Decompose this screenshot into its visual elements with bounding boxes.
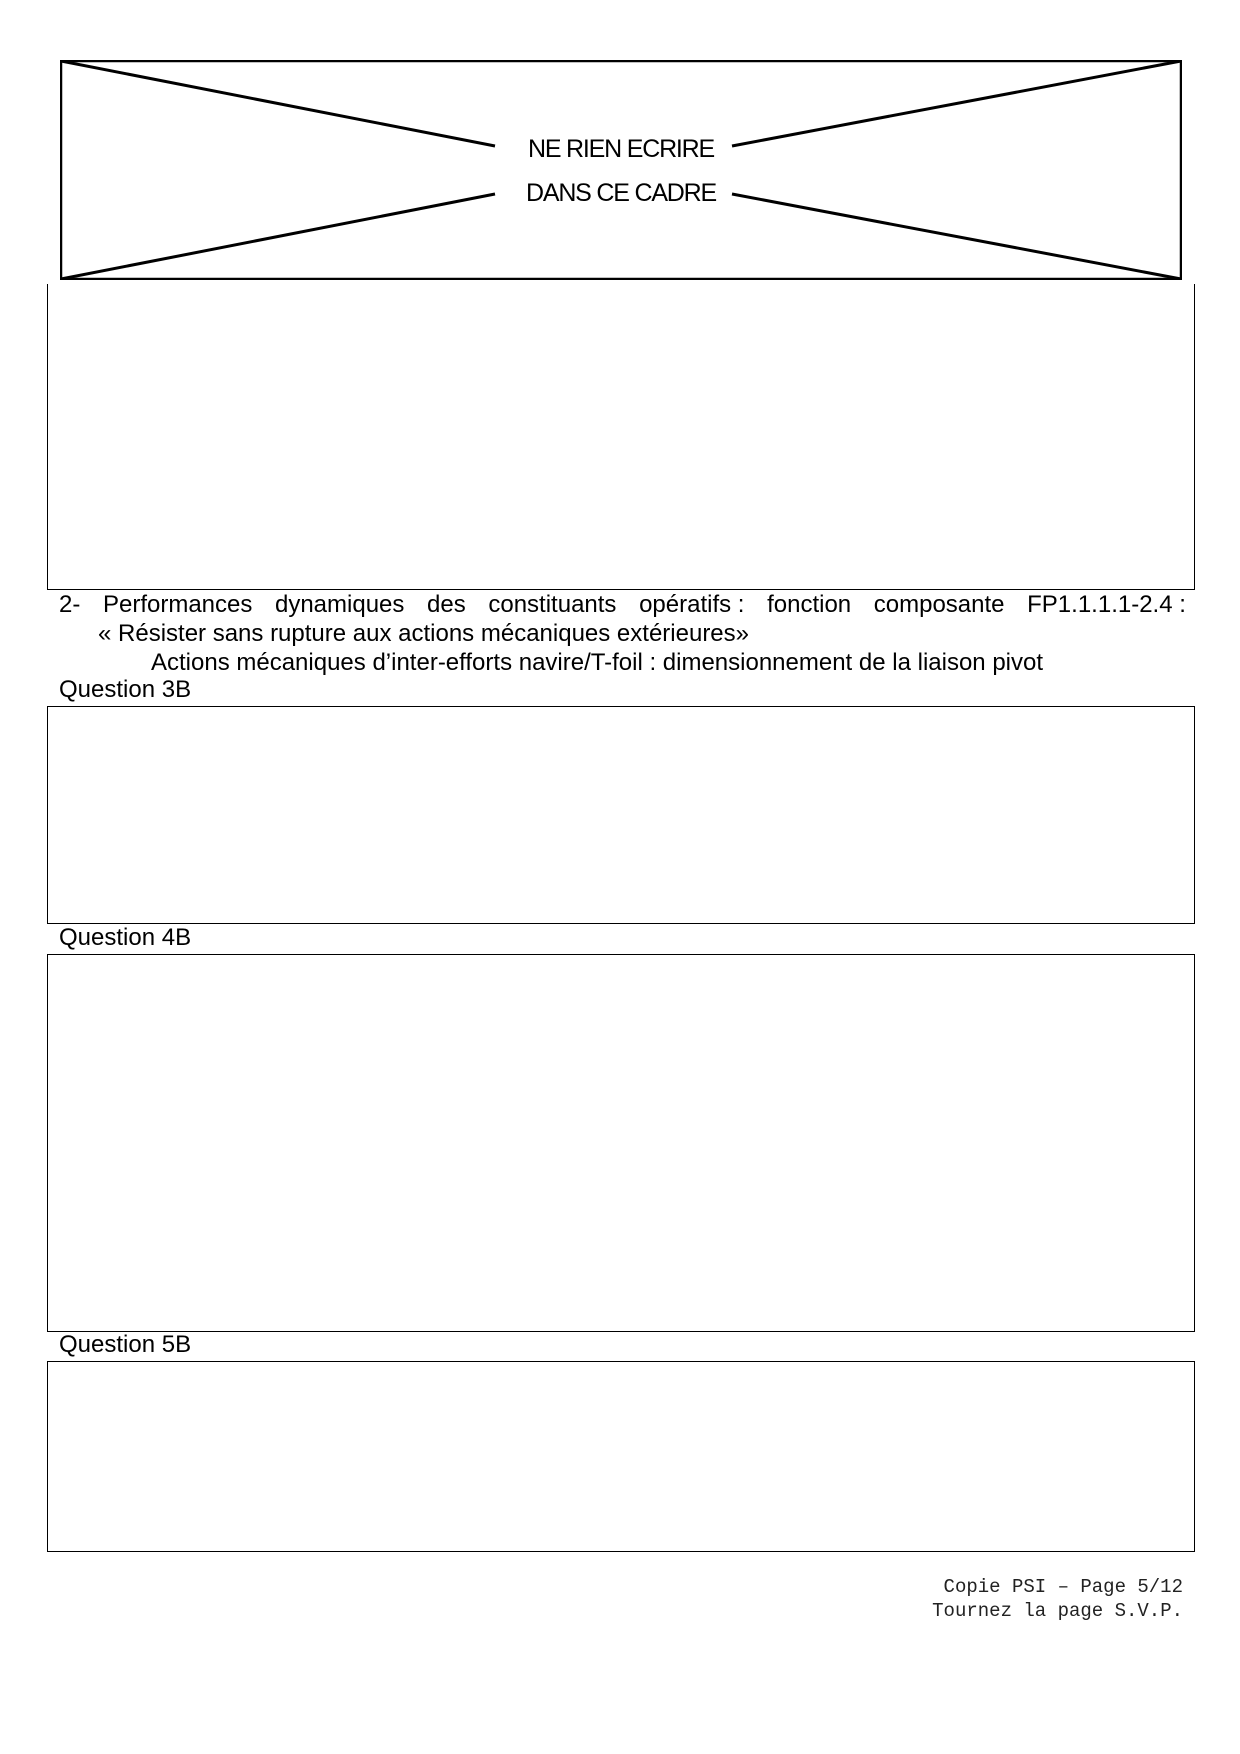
question-3b-label: Question 3B: [59, 676, 192, 703]
banner-text-line1: NE RIEN ECRIRE: [527, 135, 714, 163]
section-heading-continuation: « Résister sans rupture aux actions mécaniques extérieures»: [98, 620, 749, 647]
heading-word: opératifs :: [639, 591, 745, 618]
section-heading: [59, 590, 1186, 619]
question-5b-label: Question 5B: [59, 1331, 192, 1358]
heading-word: des: [427, 591, 466, 618]
page-footer: [932, 1575, 1183, 1623]
do-not-write-frame: [60, 60, 1182, 280]
question-4b-label: Question 4B: [59, 924, 192, 951]
section-number: 2-: [59, 591, 81, 618]
turn-page-notice: Tournez la page S.V.P.: [932, 1600, 1183, 1622]
answer-box-question-5b[interactable]: [47, 1361, 1195, 1552]
heading-word: Performances: [102, 591, 253, 618]
banner-text-line2: DANS CE CADRE: [526, 179, 716, 207]
heading-word: composante: [873, 591, 1005, 618]
answer-box-question-3b[interactable]: [47, 706, 1195, 924]
answer-box-continued[interactable]: [47, 284, 1195, 590]
page-number: Copie PSI – Page 5/12: [943, 1576, 1183, 1598]
section-subheading: Actions mécaniques d’inter-efforts navire/T-foil : dimensionnement de la liaison pivot: [151, 649, 1044, 676]
heading-word: constituants: [488, 591, 617, 618]
heading-word: FP1.1.1.1-2.4 :: [1027, 591, 1186, 618]
answer-box-question-4b[interactable]: [47, 954, 1195, 1332]
heading-word: dynamiques: [274, 591, 405, 618]
heading-word: fonction: [767, 591, 852, 618]
crossed-frame-graphic: [60, 60, 1182, 280]
